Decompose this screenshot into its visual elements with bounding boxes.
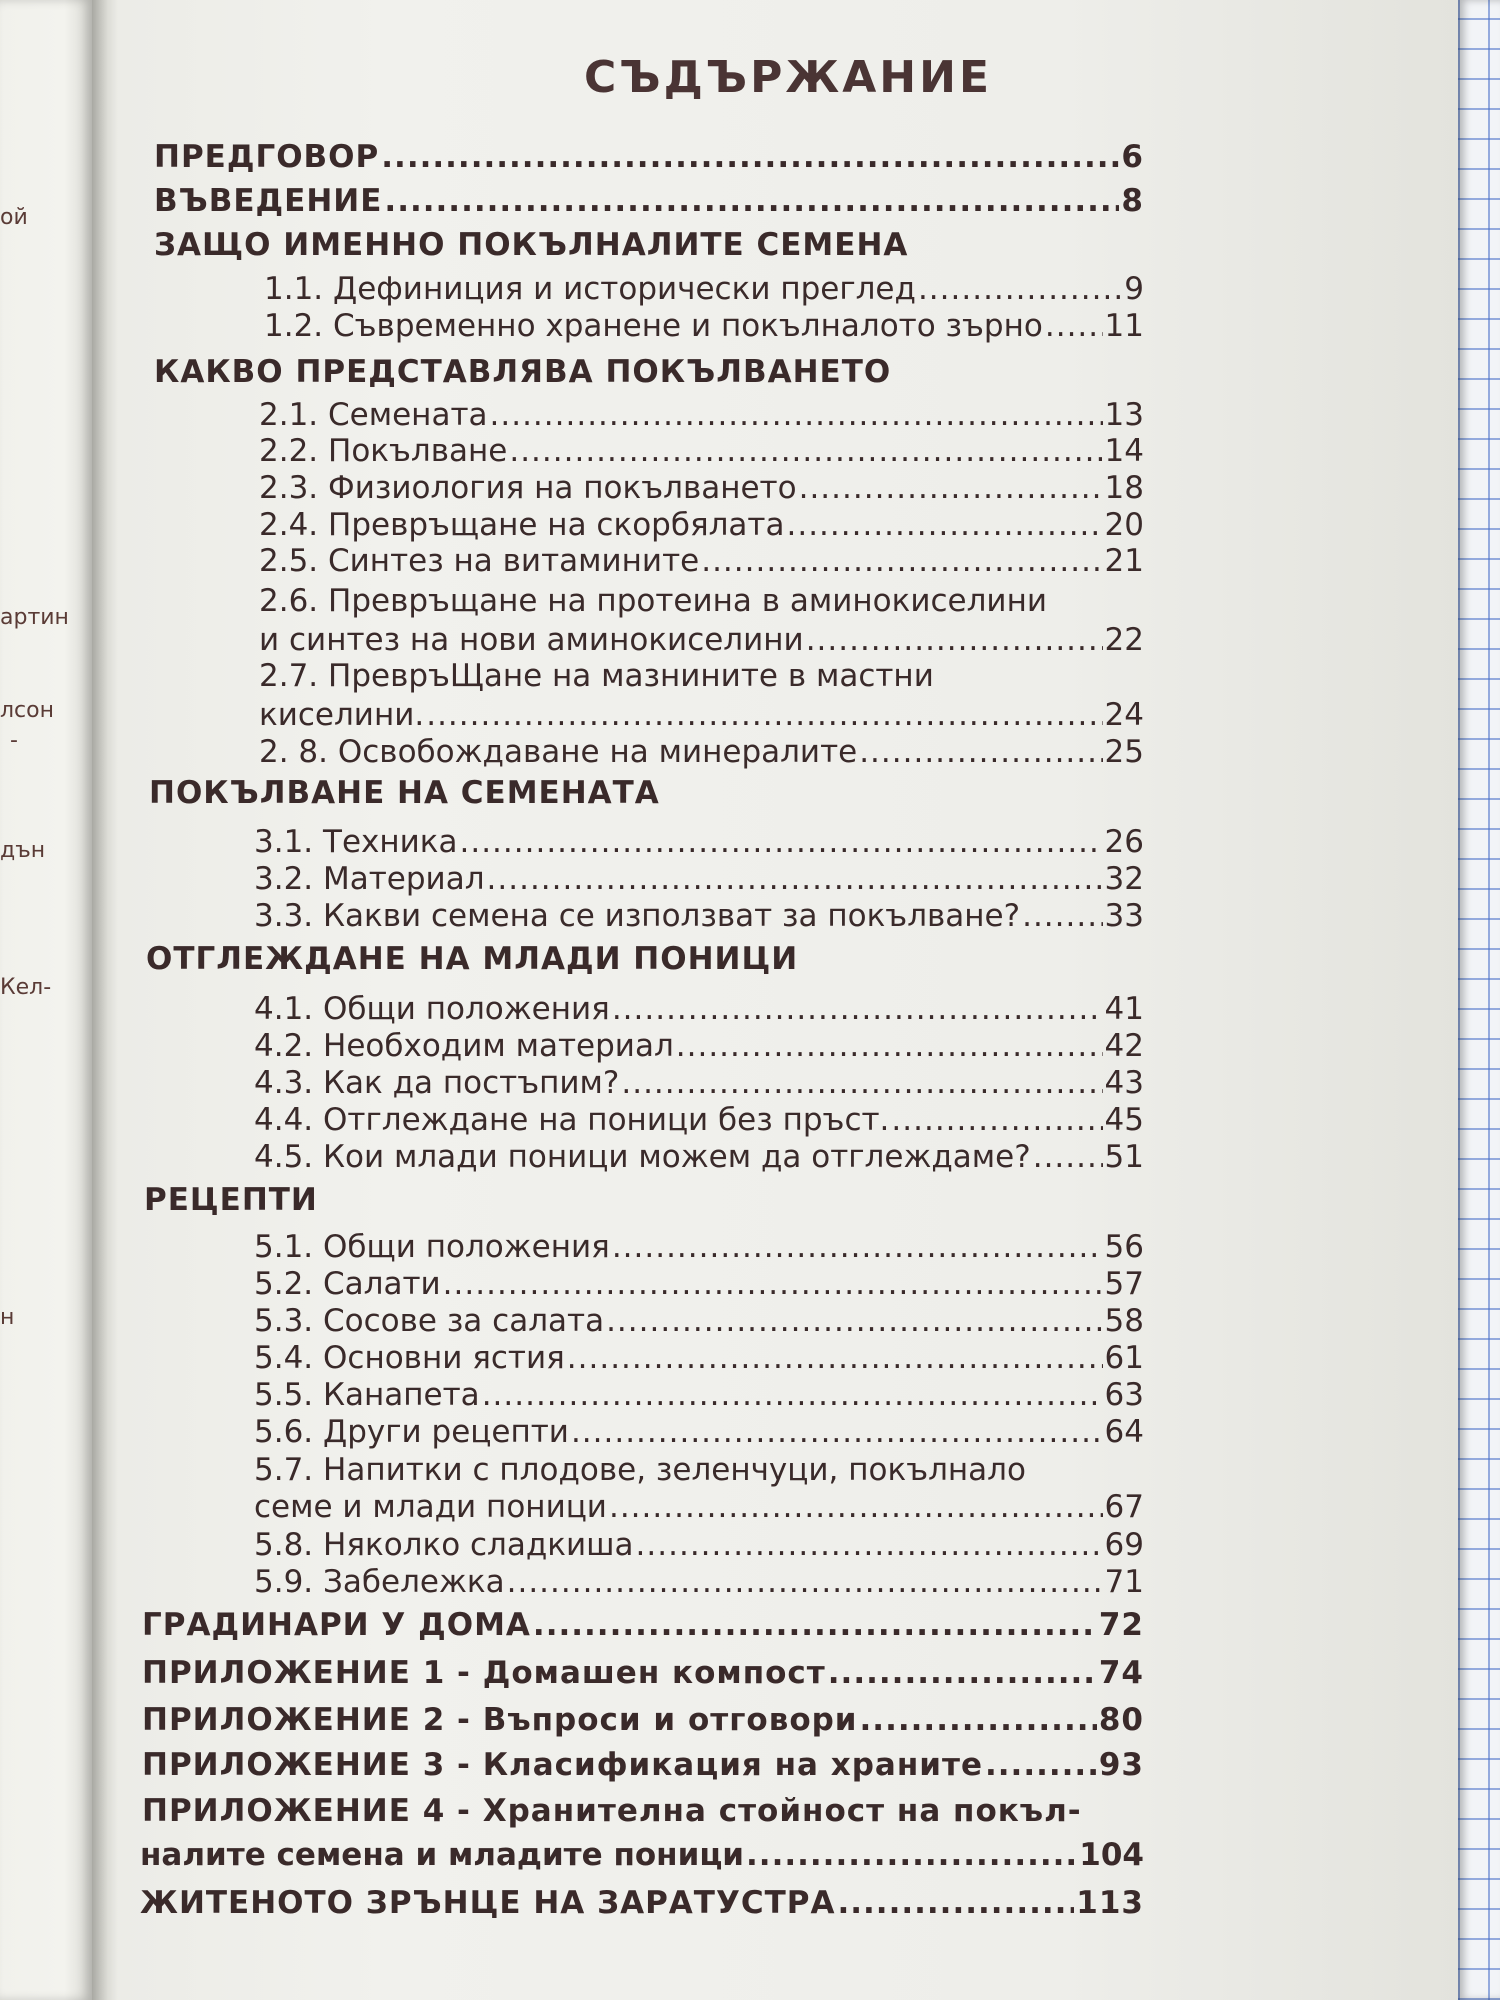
- toc-entry: 2.5. Синтез на витамините ..... 21: [259, 546, 1144, 577]
- toc-entry-line: 5.7. Напитки с плодове, зеленчуци, покълнало: [254, 1452, 1026, 1488]
- toc-entry: 4.2. Необходим материал ..... 42: [254, 1031, 1144, 1062]
- toc-entry-heading: ГРАДИНАРИ У ДОМА ..... 72: [142, 1610, 1144, 1641]
- left-page-fragment: лсон: [0, 698, 55, 723]
- toc-entry: 2.3. Физиология на покълването ..... 18: [259, 473, 1144, 504]
- toc-entry: 5.1. Общи положения ..... 56: [254, 1232, 1144, 1263]
- toc-entry: 5.9. Забележка ..... 71: [254, 1567, 1144, 1598]
- toc-entry: 5.3. Сосове за салата ..... 58: [254, 1306, 1144, 1337]
- toc-entry: и синтез на нови аминокиселини ..... 22: [259, 625, 1144, 656]
- book-gutter: [92, 0, 118, 2000]
- toc-entry-heading: ПРЕДГОВОР ..... 6: [154, 142, 1144, 173]
- toc-entry: 4.5. Кои млади поници можем да отглеждаме? ..... 51: [254, 1142, 1144, 1173]
- toc-entry-line: 2.7. ПревръЩане на мазнините в мастни: [259, 658, 934, 694]
- left-page-fragment: артин: [0, 605, 69, 630]
- toc-entry: 4.3. Как да постъпим? ..... 43: [254, 1068, 1144, 1099]
- toc-entry: 1.1. Дефиниция и исторически преглед ..... 9: [264, 274, 1144, 305]
- toc-entry-heading: ЖИТЕНОТО ЗРЪНЦЕ НА ЗАРАТУСТРА ..... 113: [140, 1888, 1144, 1919]
- grid-paper-edge: [1458, 0, 1500, 2000]
- toc-entry-line: 2.6. Превръщане на протеина в аминокиселини: [259, 583, 1047, 619]
- toc-entry-line: ПРИЛОЖЕНИЕ 4 - Хранителна стойност на покъл-: [142, 1793, 1082, 1829]
- toc-entry: киселини. ..... 24: [259, 700, 1144, 731]
- left-page-fragment: н: [0, 1305, 15, 1330]
- toc-entry: 5.6. Други рецепти ..... 64: [254, 1417, 1144, 1448]
- toc-section-heading: РЕЦЕПТИ: [144, 1182, 318, 1218]
- left-page-fragment: Кел-: [0, 975, 52, 1000]
- toc-entry: 2.2. Покълване ..... 14: [259, 436, 1144, 467]
- toc-entry-heading: ПРИЛОЖЕНИЕ 1 - Домашен компост ..... 74: [142, 1658, 1144, 1689]
- toc-section-heading: ЗАЩО ИМЕННО ПОКЪЛНАЛИТЕ СЕМЕНА: [154, 227, 909, 263]
- toc-entry: 2. 8. Освобождаване на минералите ..... 25: [259, 737, 1144, 768]
- toc-entry: 1.2. Съвременно хранене и покълналото зърно ..... 11: [264, 311, 1144, 342]
- page-title: СЪДЪРЖАНИЕ: [583, 52, 993, 103]
- previous-page-edge: [0, 0, 92, 2000]
- toc-section-heading: ОТГЛЕЖДАНЕ НА МЛАДИ ПОНИЦИ: [146, 941, 799, 977]
- left-page-fragment: -: [10, 728, 18, 753]
- toc-entry: 4.1. Общи положения ..... 41: [254, 994, 1144, 1025]
- toc-entry: 5.4. Основни ястия ..... 61: [254, 1343, 1144, 1374]
- toc-entry-heading: ВЪВЕДЕНИЕ ..... 8: [154, 186, 1144, 217]
- contents-page: [118, 0, 1458, 2000]
- toc-section-heading: ПОКЪЛВАНЕ НА СЕМЕНАТА: [149, 775, 660, 811]
- toc-entry: 5.8. Няколко сладкиша ..... 69: [254, 1530, 1144, 1561]
- toc-entry-heading: ПРИЛОЖЕНИЕ 2 - Въпроси и отговори ..... 80: [142, 1705, 1144, 1736]
- toc-entry: 5.2. Салати ..... 57: [254, 1269, 1144, 1300]
- toc-entry-heading: ПРИЛОЖЕНИЕ 3 - Класификация на храните ..... 93: [142, 1750, 1144, 1781]
- toc-entry: 4.4. Отглеждане на поници без пръст. ..... 45: [254, 1105, 1144, 1136]
- toc-entry: 3.1. Техника ..... 26: [254, 827, 1144, 858]
- toc-entry: 3.3. Какви семена се използват за покълване? ..... 33: [254, 901, 1144, 932]
- toc-entry: 3.2. Материал ..... 32: [254, 864, 1144, 895]
- left-page-fragment: ой: [0, 205, 28, 230]
- toc-entry: 5.5. Канапета ..... 63: [254, 1380, 1144, 1411]
- toc-entry: 2.4. Превръщане на скорбялата ..... 20: [259, 510, 1144, 541]
- toc-entry: семе и млади поници ..... 67: [254, 1492, 1144, 1523]
- toc-entry: налите семена и младите поници ..... 104: [140, 1840, 1144, 1871]
- toc-section-heading: КАКВО ПРЕДСТАВЛЯВА ПОКЪЛВАНЕТО: [154, 354, 892, 390]
- left-page-fragment: дън: [0, 838, 46, 863]
- toc-entry: 2.1. Семената ..... 13: [259, 400, 1144, 431]
